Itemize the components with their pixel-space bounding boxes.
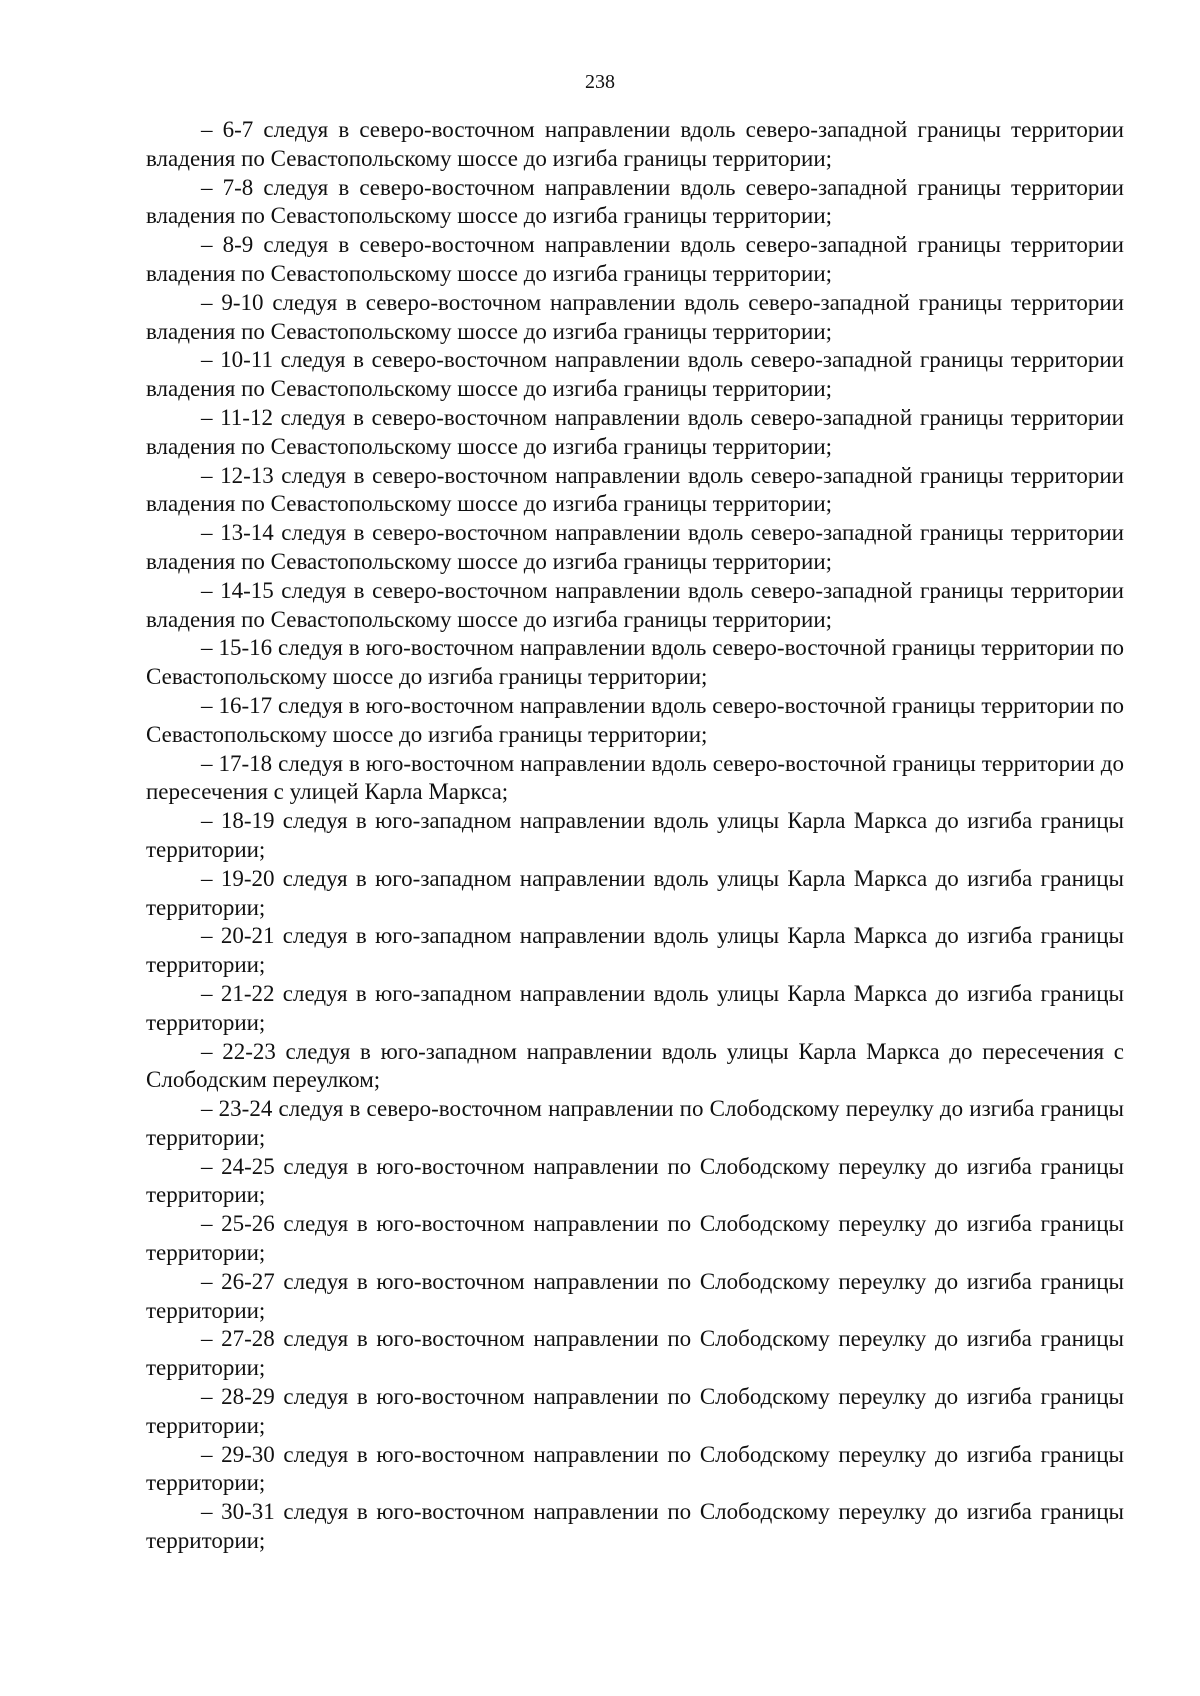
- boundary-segment-paragraph: – 19-20 следуя в юго-западном направлении вдоль улицы Карла Маркса до изгиба границы территории;: [146, 865, 1124, 920]
- boundary-segment-paragraph: – 14-15 следуя в северо-восточном направлении вдоль северо-западной границы территории владения по Севастопольскому шоссе до изгиба границы территории;: [146, 577, 1124, 632]
- boundary-segment-paragraph: – 17-18 следуя в юго-восточном направлении вдоль северо-восточной границы территории до пересечения с улицей Карла Маркса;: [146, 750, 1124, 805]
- boundary-segment-paragraph: – 25-26 следуя в юго-восточном направлении по Слободскому переулку до изгиба границы территории;: [146, 1211, 1124, 1266]
- boundary-segment-paragraph: – 23-24 следуя в северо-восточном направлении по Слободскому переулку до изгиба границы территории;: [146, 1096, 1124, 1150]
- boundary-segment-paragraph: – 15-16 следуя в юго-восточном направлении вдоль северо-восточной границы территории по Севастопольскому шоссе до изгиба границы территории;: [146, 635, 1124, 690]
- boundary-segment-paragraph: – 22-23 следуя в юго-западном направлении вдоль улицы Карла Маркса до пересечения с Слободским переулком;: [146, 1038, 1124, 1093]
- boundary-segment-paragraph: – 6-7 следуя в северо-восточном направлении вдоль северо-западной границы территории владения по Севастопольскому шоссе до изгиба границы территории;: [146, 117, 1124, 171]
- boundary-segment-paragraph: – 30-31 следуя в юго-восточном направлении по Слободскому переулку до изгиба границы территории;: [146, 1499, 1124, 1554]
- boundary-segment-paragraph: – 11-12 следуя в северо-восточном направлении вдоль северо-западной границы территории владения по Севастопольскому шоссе до изгиба границы территории;: [146, 404, 1124, 459]
- boundary-segment-paragraph: – 18-19 следуя в юго-западном направлении вдоль улицы Карла Маркса до изгиба границы территории;: [146, 808, 1124, 862]
- boundary-segment-paragraph: – 24-25 следуя в юго-восточном направлении по Слободскому переулку до изгиба границы территории;: [146, 1153, 1124, 1208]
- boundary-segment-paragraph: – 27-28 следуя в юго-восточном направлении по Слободскому переулку до изгиба границы территории;: [146, 1326, 1124, 1381]
- boundary-segment-paragraph: – 28-29 следуя в юго-восточном направлении по Слободскому переулку до изгиба границы территории;: [146, 1384, 1124, 1438]
- boundary-segment-paragraph: – 20-21 следуя в юго-западном направлении вдоль улицы Карла Маркса до изгиба границы территории;: [146, 923, 1124, 978]
- boundary-segment-paragraph: – 7-8 следуя в северо-восточном направлении вдоль северо-западной границы территории владения по Севастопольскому шоссе до изгиба границы территории;: [146, 174, 1124, 229]
- boundary-segment-paragraph: – 29-30 следуя в юго-восточном направлении по Слободскому переулку до изгиба границы территории;: [146, 1441, 1124, 1496]
- boundary-segment-paragraph: – 12-13 следуя в северо-восточном направлении вдоль северо-западной границы территории владения по Севастопольскому шоссе до изгиба границы территории;: [146, 462, 1124, 517]
- boundary-segment-paragraph: – 16-17 следуя в юго-восточном направлении вдоль северо-восточной границы территории по Севастопольскому шоссе до изгиба границы территории;: [146, 692, 1124, 747]
- boundary-segment-paragraph: – 26-27 следуя в юго-восточном направлении по Слободскому переулку до изгиба границы территории;: [146, 1268, 1124, 1323]
- document-body: [146, 116, 1124, 1556]
- boundary-segment-paragraph: – 10-11 следуя в северо-восточном направлении вдоль северо-западной границы территории владения по Севастопольскому шоссе до изгиба границы территории;: [146, 347, 1124, 402]
- boundary-segment-paragraph: – 21-22 следуя в юго-западном направлении вдоль улицы Карла Маркса до изгиба границы территории;: [146, 980, 1124, 1035]
- boundary-segment-paragraph: – 13-14 следуя в северо-восточном направлении вдоль северо-западной границы территории владения по Севастопольскому шоссе до изгиба границы территории;: [146, 520, 1124, 574]
- page-number: 238: [585, 71, 615, 93]
- boundary-segment-paragraph: – 9-10 следуя в северо-восточном направлении вдоль северо-западной границы территории владения по Севастопольскому шоссе до изгиба границы территории;: [146, 289, 1124, 344]
- boundary-segment-paragraph: – 8-9 следуя в северо-восточном направлении вдоль северо-западной границы территории владения по Севастопольскому шоссе до изгиба границы территории;: [146, 232, 1124, 286]
